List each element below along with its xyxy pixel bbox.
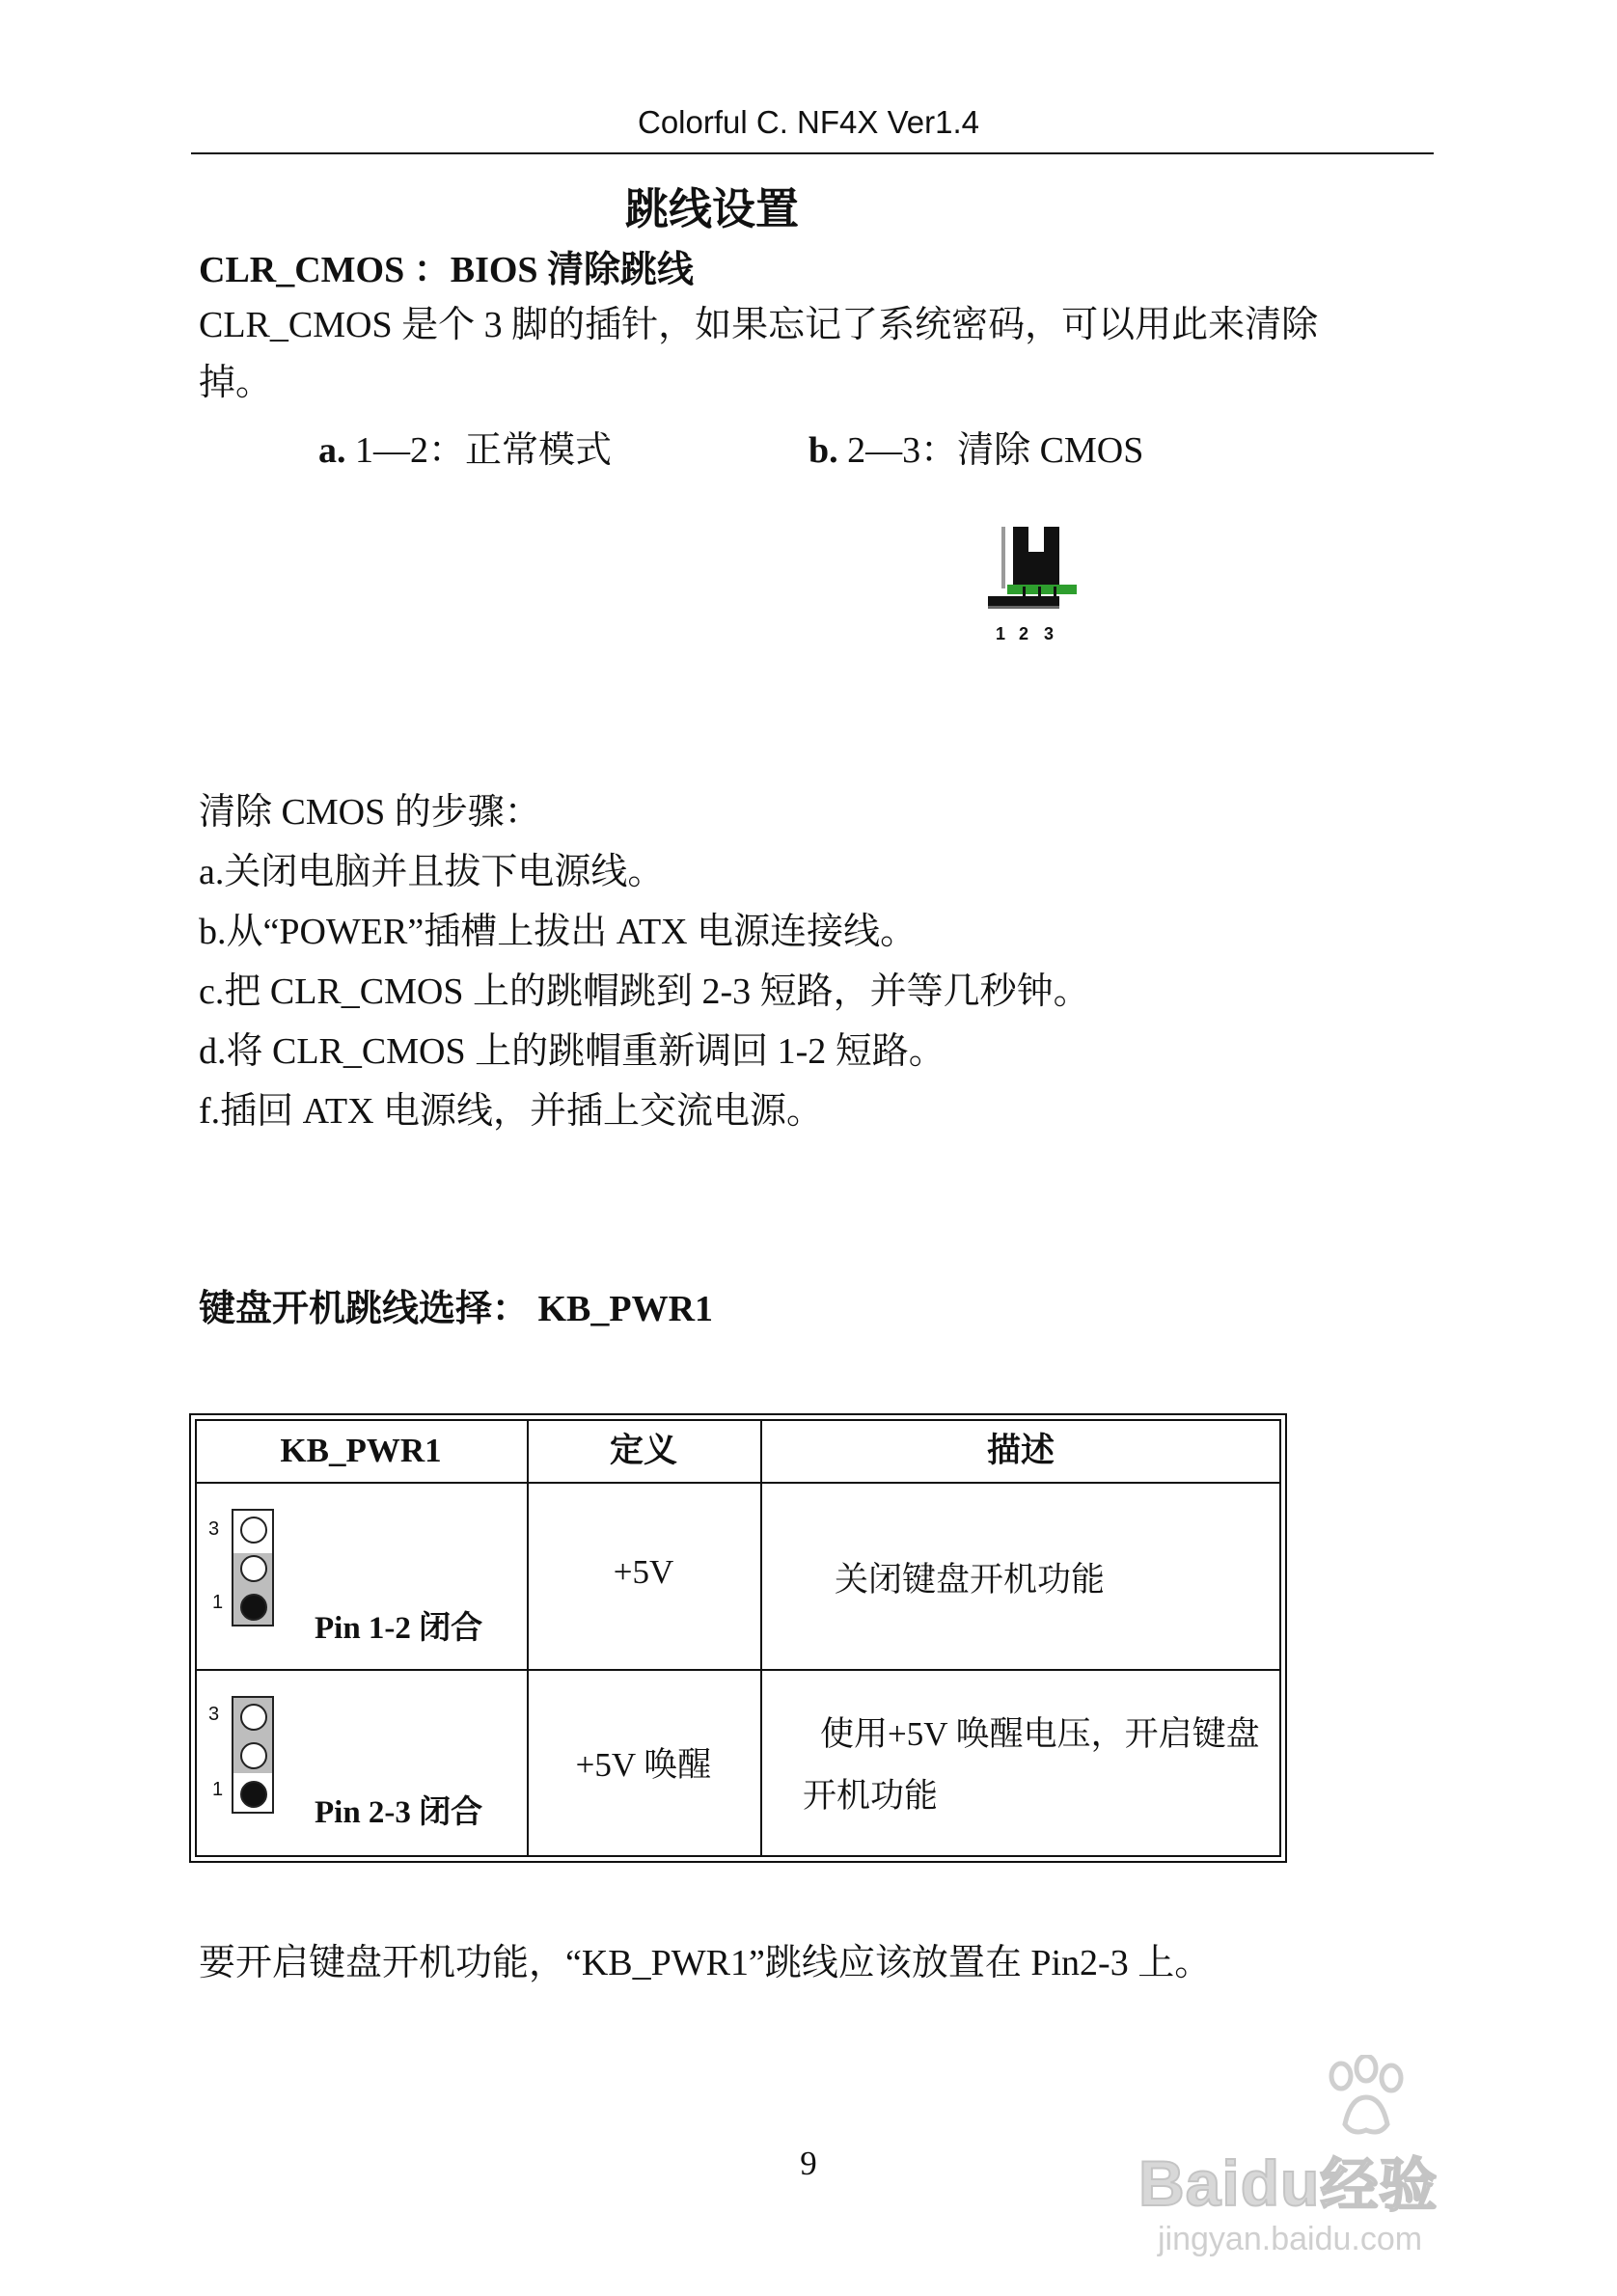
document-header-title: Colorful C. NF4X Ver1.4 [638,104,979,140]
table-header-kb-pwr1: KB_PWR1 [280,1432,442,1469]
step-item: a.关闭电脑并且拔下电源线。 [199,852,665,892]
pin-1-label: 1 [212,1592,224,1613]
step-item: b.从“POWER”插槽上拔出 ATX 电源连接线。 [199,912,918,952]
baidu-paw-icon [1312,2055,1418,2142]
pin-3-label: 3 [208,1518,220,1540]
jumper-pin-3-label: 3 [1044,624,1055,643]
jumper-2-3-closed-icon [232,1696,274,1814]
mode-a-prefix: a. [318,430,346,471]
table-column-divider [760,1419,762,1857]
row2-description-line2: 开机功能 [803,1777,939,1815]
page-number: 9 [800,2145,817,2182]
mode-b-text: 2—3：清除 CMOS [837,430,1144,471]
clr-cmos-heading: CLR_CMOS ：BIOS 清除跳线 [199,250,695,290]
row1-description: 关闭键盘开机功能 [835,1561,1106,1599]
pin-1-2-closed-label: Pin 1-2 闭合 [315,1611,483,1646]
table-row [195,1671,527,1857]
header-divider [191,152,1434,154]
pin-2-3-closed-label: Pin 2-3 闭合 [315,1795,483,1830]
pin-3-circle [240,1517,267,1544]
jumper-pin-2-label: 2 [1019,624,1029,643]
mode-a-text: 1—2：正常模式 [345,430,613,471]
pin-2-circle [240,1742,267,1769]
clear-cmos-steps-title: 清除 CMOS 的步骤： [199,792,541,833]
step-item: c.把 CLR_CMOS 上的跳帽跳到 2-3 短路，并等几秒钟。 [199,971,1090,1012]
table-header-definition: 定义 [609,1432,677,1469]
mode-b-clear [808,420,1143,473]
row2-definition: +5V 唤醒 [575,1746,712,1784]
pin-1-circle [240,1781,267,1808]
kb-pwr-note: 要开启键盘开机功能，“KB_PWR1”跳线应该放置在 Pin2-3 上。 [199,1943,1212,1983]
mode-b-prefix: b. [808,430,838,471]
baidu-jingyan-watermark [1138,2055,1524,2267]
watermark-brand [1138,2140,1438,2223]
clr-cmos-description-line2: 掉。 [199,363,273,403]
pin-3-label: 3 [208,1704,220,1725]
page-title: 跳线设置 [624,185,799,233]
row2-description-line1: 使用+5V 唤醒电压，开启键盘 [820,1715,1260,1753]
jumper-1-2-closed-icon [232,1509,274,1626]
kb-pwr-heading: 键盘开机跳线选择： KB_PWR1 [199,1289,714,1329]
jumper-pin-1-label: 1 [996,624,1006,643]
clr-cmos-description-line1: CLR_CMOS 是个 3 脚的插针，如果忘记了系统密码，可以用此来清除 [199,305,1319,345]
table-header-description: 描述 [986,1432,1055,1469]
watermark-brand-du: du [1240,2147,1321,2219]
mode-a-normal [318,420,612,473]
table-row [195,1484,527,1669]
pin-2-circle [240,1555,267,1582]
table-column-divider [527,1419,529,1857]
watermark-url: jingyan.baidu.com [1158,2221,1423,2257]
clr-cmos-jumper-illustration [974,521,1090,656]
pin-3-circle [240,1704,267,1731]
watermark-label: 经验 [1320,2153,1439,2218]
pin-1-circle [240,1594,267,1621]
row1-definition: +5V [613,1553,674,1591]
watermark-brand-bai: Bai [1138,2147,1241,2219]
step-item: f.插回 ATX 电源线，并插上交流电源。 [199,1091,824,1132]
pin-1-label: 1 [212,1779,224,1800]
jumper-cap-icon [974,521,1090,656]
step-item: d.将 CLR_CMOS 上的跳帽重新调回 1-2 短路。 [199,1031,946,1072]
